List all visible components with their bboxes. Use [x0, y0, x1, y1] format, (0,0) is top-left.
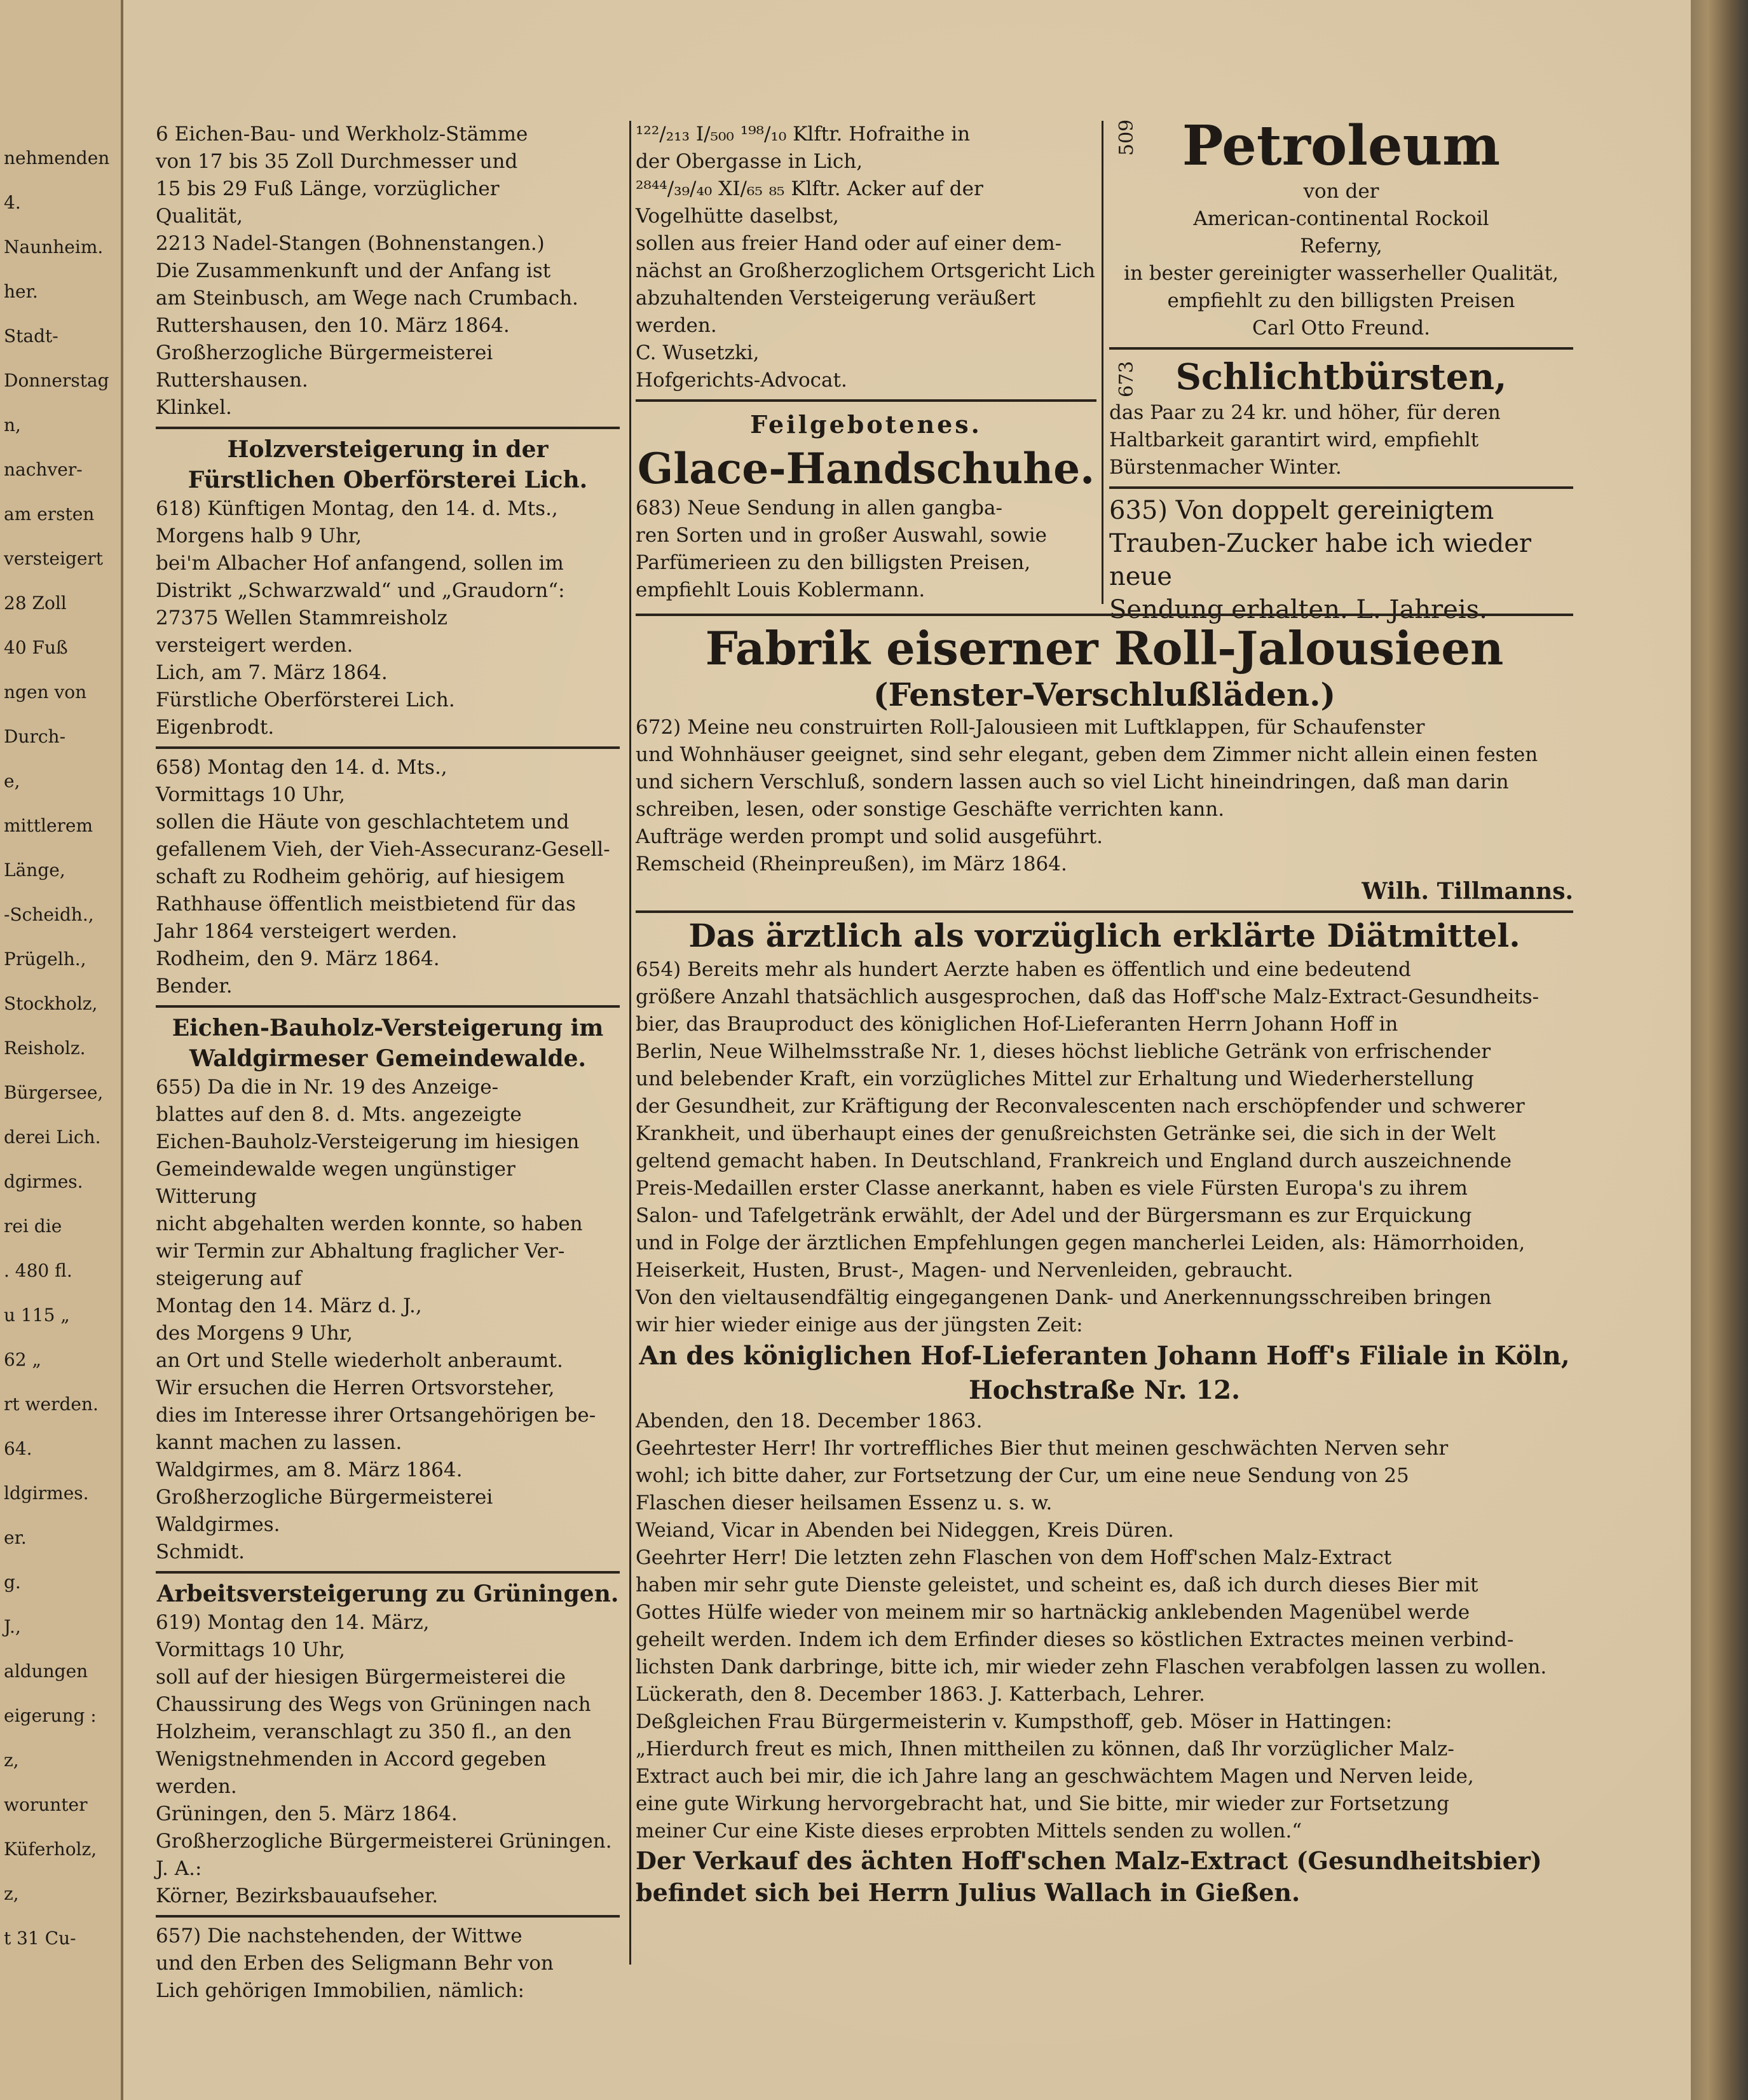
fragment-line: Durch-	[4, 726, 66, 747]
text-line: und sichern Verschluß, sondern lassen auch so viel Licht hineindringen, daß man darin	[636, 771, 1509, 793]
column-left	[156, 121, 620, 2005]
fragment-line: u 115 „	[4, 1305, 70, 1326]
fragment-line: n,	[4, 415, 21, 436]
fragment-line: 64.	[4, 1438, 32, 1459]
column-right	[1109, 114, 1573, 626]
letter-line: geheilt werden. Indem ich dem Erfinder dieses so köstlichen Extractes meinen verbind-	[636, 1628, 1514, 1651]
text-line: blattes auf den 8. d. Mts. angezeigte	[156, 1103, 522, 1126]
petroleum-text	[1109, 178, 1573, 342]
fragment-line: . 480 fl.	[4, 1260, 72, 1281]
fragment-line: 28 Zoll	[4, 593, 67, 614]
text-line: Remscheid (Rheinpreußen), im März 1864.	[636, 853, 1067, 875]
text-line: Referny,	[1300, 235, 1383, 257]
text-line: Eichen-Bauholz-Versteigerung im hiesigen	[156, 1130, 580, 1153]
fragment-line: J.,	[4, 1616, 21, 1637]
text-line: Distrikt „Schwarzwald“ und „Graudorn“:	[156, 579, 565, 602]
fragment-line: rei die	[4, 1216, 62, 1237]
fragment-line: Stadt-	[4, 326, 58, 347]
text-line: 619) Montag den 14. März,	[156, 1611, 430, 1634]
text-line: empfiehlt Louis Koblermann.	[636, 579, 925, 601]
text-line: Ruttershausen.	[156, 369, 308, 392]
ad-654-closing	[636, 1845, 1573, 1909]
text-line: am Steinbusch, am Wege nach Crumbach.	[156, 287, 578, 310]
ad-654-address-line-1: An des königlichen Hof-Lieferanten Johann Hoff's Filiale in Köln,	[639, 1341, 1570, 1371]
text-line: Haltbarkeit garantirt wird, empfiehlt	[1109, 429, 1479, 451]
ad-654-malz-extract	[636, 916, 1573, 1909]
ad-672-jalousieen	[636, 614, 1573, 918]
text-line: kannt machen zu lassen.	[156, 1431, 402, 1454]
text-line: Eigenbrodt.	[156, 716, 275, 739]
text-line: Die Zusammenkunft und der Anfang ist	[156, 259, 551, 282]
text-line: 6 Eichen-Bau- und Werkholz-Stämme	[156, 123, 528, 146]
text-line: Montag den 14. März d. J.,	[156, 1294, 422, 1317]
text-line: Grüningen, den 5. März 1864.	[156, 1802, 458, 1825]
text-line: des Morgens 9 Uhr,	[156, 1322, 353, 1345]
text-line: bier, das Brauproduct des königlichen Hof-Lieferanten Herrn Johann Hoff in	[636, 1013, 1398, 1036]
letter-line: „Hierdurch freut es mich, Ihnen mittheilen zu können, daß Ihr vorzüglicher Malz-	[636, 1738, 1454, 1760]
text-line: geltend gemacht haben. In Deutschland, Frankreich und England durch auszeichnende	[636, 1150, 1512, 1172]
text-line: Bender.	[156, 975, 233, 998]
ad-654-text	[636, 956, 1573, 1339]
text-line: Aufträge werden prompt und solid ausgeführt.	[636, 825, 1103, 848]
text-line: 2213 Nadel-Stangen (Bohnenstangen.)	[156, 232, 545, 255]
text-line: ¹²²/₂₁₃ I/₅₀₀ ¹⁹⁸/₁₀ Klftr. Hofraithe in	[636, 123, 971, 146]
column-middle	[636, 121, 1096, 604]
closing-line: befindet sich bei Herrn Julius Wallach in Gießen.	[636, 1878, 1301, 1907]
fragment-line: her.	[4, 281, 38, 302]
fragment-line: 40 Fuß	[4, 637, 68, 658]
fragment-line: ldgirmes.	[4, 1483, 89, 1504]
text-line: Qualität,	[156, 205, 243, 228]
text-line: und Wohnhäuser geeignet, sind sehr elegant, geben dem Zimmer nicht allein einen festen	[636, 743, 1538, 766]
text-line: Waldgirmes, am 8. März 1864.	[156, 1458, 463, 1481]
text-line: Preis-Medaillen erster Classe anerkannt, haben es viele Fürsten Europa's zu ihrem	[636, 1177, 1468, 1200]
text-line: empfiehlt zu den billigsten Preisen	[1167, 289, 1515, 312]
fragment-line: dgirmes.	[4, 1171, 83, 1192]
fragment-line: Naunheim.	[4, 237, 104, 257]
text-line: Bürstenmacher Winter.	[1109, 456, 1342, 479]
text-line: Heiserkeit, Husten, Brust-, Magen- und Nervenleiden, gebraucht.	[636, 1259, 1294, 1282]
ad-woodsale-ruttershausen	[156, 121, 620, 422]
ad-real-estate-lich	[636, 121, 1096, 394]
letter-line: Gottes Hülfe wieder von meinem mir so hartnäckig anklebenden Magenübel werde	[636, 1601, 1470, 1624]
letter-line: Lückerath, den 8. December 1863. J. Katterbach, Lehrer.	[636, 1683, 1205, 1706]
letter-line: lichsten Dank darbringe, bitte ich, mir wieder zehn Flaschen verabfolgen lassen zu wollen.	[636, 1656, 1547, 1678]
ad-683-text	[636, 495, 1096, 604]
fragment-line: z,	[4, 1750, 19, 1771]
fragment-line: versteigert	[4, 548, 104, 569]
ad-672-title: Fabrik eiserner Roll-Jalousieen	[705, 621, 1504, 675]
text-line: bei'm Albacher Hof anfangend, sollen im	[156, 552, 564, 575]
text-line: und in Folge der ärztlichen Empfehlungen gegen mancherlei Leiden, als: Hämorrhoiden,	[636, 1232, 1526, 1254]
fragment-line: 4.	[4, 192, 21, 213]
column-rule	[1102, 121, 1103, 604]
text-line: Rathhause öffentlich meistbietend für das	[156, 893, 576, 916]
ad-654-address-line-2: Hochstraße Nr. 12.	[968, 1375, 1241, 1405]
text-line: Sendung erhalten. L. Jahreis.	[1109, 595, 1487, 624]
ad-635-text	[1109, 494, 1573, 626]
text-line: wir hier wieder einige aus der jüngsten Zeit:	[636, 1314, 1083, 1336]
text-line: Großherzogliche Bürgermeisterei Grüningen.	[156, 1830, 612, 1853]
text-line: steigerung auf	[156, 1267, 302, 1290]
fragment-line: Donnerstag	[4, 370, 109, 391]
fragment-line: mittlerem	[4, 815, 93, 836]
fragment-line: t 31 Cu-	[4, 1928, 76, 1949]
text-line: soll auf der hiesigen Bürgermeisterei die	[156, 1666, 566, 1689]
letter-line: Flaschen dieser heilsamen Essenz u. s. w.	[636, 1492, 1053, 1514]
ad-683-title: Glace-Handschuhe.	[637, 444, 1095, 493]
ad-673-title: Schlichtbürsten,	[1175, 356, 1507, 398]
text-line: 654) Bereits mehr als hundert Aerzte haben es öffentlich und eine bedeutend	[636, 958, 1411, 981]
text-line: 655) Da die in Nr. 19 des Anzeige-	[156, 1076, 499, 1099]
text-line: Wenigstnehmenden in Accord gegeben werden.	[156, 1748, 547, 1798]
ad-number-673: 673	[1116, 360, 1138, 397]
text-line: Fürstliche Oberförsterei Lich.	[156, 689, 455, 711]
ad-654-letters	[636, 1408, 1573, 1845]
text-line: Lich, am 7. März 1864.	[156, 661, 388, 684]
letter-line: Geehrtester Herr! Ihr vortreffliches Bier thut meinen geschwächten Nerven sehr	[636, 1437, 1449, 1460]
fragment-line: am ersten	[4, 504, 95, 525]
text-line: abzuhaltenden Versteigerung veräußert werden.	[636, 287, 1036, 337]
letter-line: Weiand, Vicar in Abenden bei Nideggen, Kreis Düren.	[636, 1519, 1174, 1542]
text-line: Krankheit, und überhaupt eines der genußreichsten Getränke sei, die sich in der Welt	[636, 1122, 1496, 1145]
previous-page-fragment	[0, 0, 123, 2100]
text-line: 683) Neue Sendung in allen gangba-	[636, 497, 1002, 519]
text-line: Chaussirung des Wegs von Grüningen nach	[156, 1693, 591, 1716]
letter-line: Geehrter Herr! Die letzten zehn Flaschen von dem Hoff'schen Malz-Extract	[636, 1546, 1392, 1569]
ad-655-title: Eichen-Bauholz-Versteigerung im Waldgirmeser Gemeindewalde.	[172, 1015, 604, 1072]
fragment-line: Stockholz,	[4, 993, 98, 1014]
fragment-line: z,	[4, 1883, 19, 1904]
text-line: 635) Von doppelt gereinigtem	[1109, 496, 1494, 525]
fragment-line: Küferholz,	[4, 1839, 97, 1860]
ad-672-text	[636, 714, 1573, 878]
text-line: sollen aus freier Hand oder auf einer dem-	[636, 232, 1062, 255]
book-edge	[1691, 0, 1748, 2100]
text-line: 618) Künftigen Montag, den 14. d. Mts.,	[156, 497, 558, 520]
fragment-line: Reisholz.	[4, 1038, 86, 1059]
text-line: 657) Die nachstehenden, der Wittwe	[156, 1925, 522, 1947]
text-line: Parfümerieen zu den billigsten Preisen,	[636, 551, 1031, 574]
fragment-line: 62 „	[4, 1349, 42, 1370]
text-line: von der	[1303, 180, 1379, 203]
text-line: der Obergasse in Lich,	[636, 150, 863, 173]
text-line: schaft zu Rodheim gehörig, auf hiesigem	[156, 865, 565, 888]
text-line: ren Sorten und in großer Auswahl, sowie	[636, 524, 1047, 547]
text-line: C. Wusetzki,	[636, 341, 760, 364]
fragment-line: aldungen	[4, 1661, 88, 1682]
text-line: schreiben, lesen, oder sonstige Geschäfte verrichten kann.	[636, 798, 1225, 821]
text-line: Hofgerichts-Advocat.	[636, 369, 847, 392]
ad-654-title: Das ärztlich als vorzüglich erklärte Diätmittel.	[688, 917, 1520, 954]
letter-line: Extract auch bei mir, die ich Jahre lang an geschwächtem Magen und Nerven leide,	[636, 1765, 1474, 1788]
ad-618-title: Holzversteigerung in der Fürstlichen Oberförsterei Lich.	[188, 436, 588, 493]
text-line: Salon- und Tafelgetränk erwählt, der Adel und der Bürgersmann es zur Erquickung	[636, 1204, 1472, 1227]
text-line: versteigert werden.	[156, 634, 353, 657]
text-line: nicht abgehalten werden konnte, so haben	[156, 1212, 583, 1235]
text-line: Wir ersuchen die Herren Ortsvorsteher,	[156, 1376, 555, 1399]
text-line: Holzheim, veranschlagt zu 350 fl., an den	[156, 1720, 572, 1743]
text-line: größere Anzahl thatsächlich ausgesprochen, daß das Hoff'sche Malz-Extract-Gesundheits-	[636, 985, 1540, 1008]
text-line: Carl Otto Freund.	[1252, 317, 1430, 340]
text-line: Von den vieltausendfältig eingegangenen Dank- und Anerkennungsschreiben bringen	[636, 1286, 1492, 1309]
text-line: Ruttershausen, den 10. März 1864.	[156, 314, 510, 337]
petroleum-title: Petroleum	[1182, 114, 1501, 178]
fragment-line: rt werden.	[4, 1394, 99, 1415]
text-line: Trauben-Zucker habe ich wieder neue	[1109, 529, 1532, 591]
text-line: 672) Meine neu construirten Roll-Jalousieen mit Luftklappen, für Schaufenster	[636, 716, 1425, 739]
letter-line: wohl; ich bitte daher, zur Fortsetzung der Cur, um eine neue Sendung von 25	[636, 1464, 1409, 1487]
text-line: Großherzogliche Bürgermeisterei Waldgirmes.	[156, 1486, 493, 1536]
ad-655-text	[156, 1074, 620, 1566]
text-line: Lich gehörigen Immobilien, nämlich:	[156, 1979, 524, 2002]
ad-657-text	[156, 1923, 620, 2005]
text-line: Vormittags 10 Uhr,	[156, 1638, 345, 1661]
ad-658-text	[156, 754, 620, 1000]
ad-672-subtitle: (Fenster-Verschlußläden.)	[873, 676, 1336, 713]
text-line: American-continental Rockoil	[1193, 207, 1489, 230]
text-line: sollen die Häute von geschlachtetem und	[156, 811, 570, 834]
fragment-line: Bürgersee,	[4, 1082, 104, 1103]
text-line: wir Termin zur Abhaltung fraglicher Ver-	[156, 1240, 565, 1263]
text-line: der Gesundheit, zur Kräftigung der Reconvalescenten nach erschöpfender und schwerer	[636, 1095, 1525, 1118]
fragment-line: Prügelh.,	[4, 949, 86, 970]
fragment-line: -Scheidh.,	[4, 904, 94, 925]
fragment-line: nehmenden	[4, 148, 110, 168]
fragment-line: e,	[4, 771, 20, 792]
fragment-line: nachver-	[4, 459, 83, 480]
text-line: 658) Montag den 14. d. Mts.,	[156, 756, 447, 779]
fragment-line: g.	[4, 1572, 21, 1593]
text-line: in bester gereinigter wasserheller Qualität,	[1124, 262, 1559, 285]
text-line: ²⁸⁴⁴/₃₉/₄₀ XI/₆₅ ₈₅ Klftr. Acker auf der	[636, 177, 983, 200]
text-line: dies im Interesse ihrer Ortsangehörigen be-	[156, 1404, 596, 1427]
text-line: 15 bis 29 Fuß Länge, vorzüglicher	[156, 177, 500, 200]
text-line: und belebender Kraft, ein vorzügliches Mittel zur Erhaltung und Wiederherstellung	[636, 1067, 1474, 1090]
text-line: Rodheim, den 9. März 1864.	[156, 947, 440, 970]
ad-618-text	[156, 495, 620, 741]
text-line: von 17 bis 35 Zoll Durchmesser und	[156, 150, 518, 173]
text-line: Schmidt.	[156, 1541, 245, 1563]
text-line: gefallenem Vieh, der Vieh-Assecuranz-Gesell-	[156, 838, 610, 861]
letter-line: eine gute Wirkung hervorgebracht hat, und Sie bitte, mir wieder zur Fortsetzung	[636, 1792, 1449, 1815]
text-line: Jahr 1864 versteigert werden.	[156, 920, 458, 943]
previous-page-text	[0, 0, 121, 1952]
text-line: Klinkel.	[156, 396, 232, 419]
fragment-line: worunter	[4, 1794, 88, 1815]
fragment-line: eigerung :	[4, 1705, 97, 1726]
letter-line: Deßgleichen Frau Bürgermeisterin v. Kumpsthoff, geb. Möser in Hattingen:	[636, 1710, 1393, 1733]
text-line: an Ort und Stelle wiederholt anberaumt.	[156, 1349, 563, 1372]
ad-672-signature: Wilh. Tillmanns.	[1362, 878, 1573, 905]
text-line: 27375 Wellen Stammreisholz	[156, 607, 447, 629]
column-rule	[629, 121, 631, 1965]
letter-line: meiner Cur eine Kiste dieses erprobten Mittels senden zu wollen.“	[636, 1820, 1302, 1843]
text-line: Körner, Bezirksbauaufseher.	[156, 1884, 439, 1907]
text-line: Gemeindewalde wegen ungünstiger Witterung	[156, 1158, 516, 1208]
text-line: Berlin, Neue Wilhelmsstraße Nr. 1, dieses höchst liebliche Getränk von erfrischender	[636, 1040, 1491, 1063]
letter-line: haben mir sehr gute Dienste geleistet, und scheint es, daß ich durch dieses Bier mit	[636, 1574, 1478, 1596]
ad-619-text	[156, 1609, 620, 1910]
fragment-line: derei Lich.	[4, 1127, 101, 1148]
fragment-line: er.	[4, 1527, 27, 1548]
text-line: Morgens halb 9 Uhr,	[156, 525, 362, 547]
ad-683-kicker: Feilgebotenes.	[750, 410, 982, 439]
fragment-line: ngen von	[4, 682, 87, 703]
text-line: nächst an Großherzoglichem Ortsgericht Lich	[636, 259, 1095, 282]
text-line: J. A.:	[156, 1857, 202, 1880]
text-line: Vormittags 10 Uhr,	[156, 783, 345, 806]
text-line: und den Erben des Seligmann Behr von	[156, 1952, 554, 1975]
text-line: Vogelhütte daselbst,	[636, 205, 839, 228]
text-line: Großherzogliche Bürgermeisterei	[156, 341, 493, 364]
page-number-509: 509	[1116, 119, 1138, 156]
fragment-line: Länge,	[4, 860, 65, 881]
ad-673-text	[1109, 399, 1573, 481]
ad-619-title: Arbeitsversteigerung zu Grüningen.	[156, 1581, 619, 1607]
letter-line: Abenden, den 18. December 1863.	[636, 1410, 983, 1432]
text-line: das Paar zu 24 kr. und höher, für deren	[1109, 401, 1501, 424]
closing-line: Der Verkauf des ächten Hoff'schen Malz-Extract (Gesundheitsbier)	[636, 1846, 1542, 1875]
